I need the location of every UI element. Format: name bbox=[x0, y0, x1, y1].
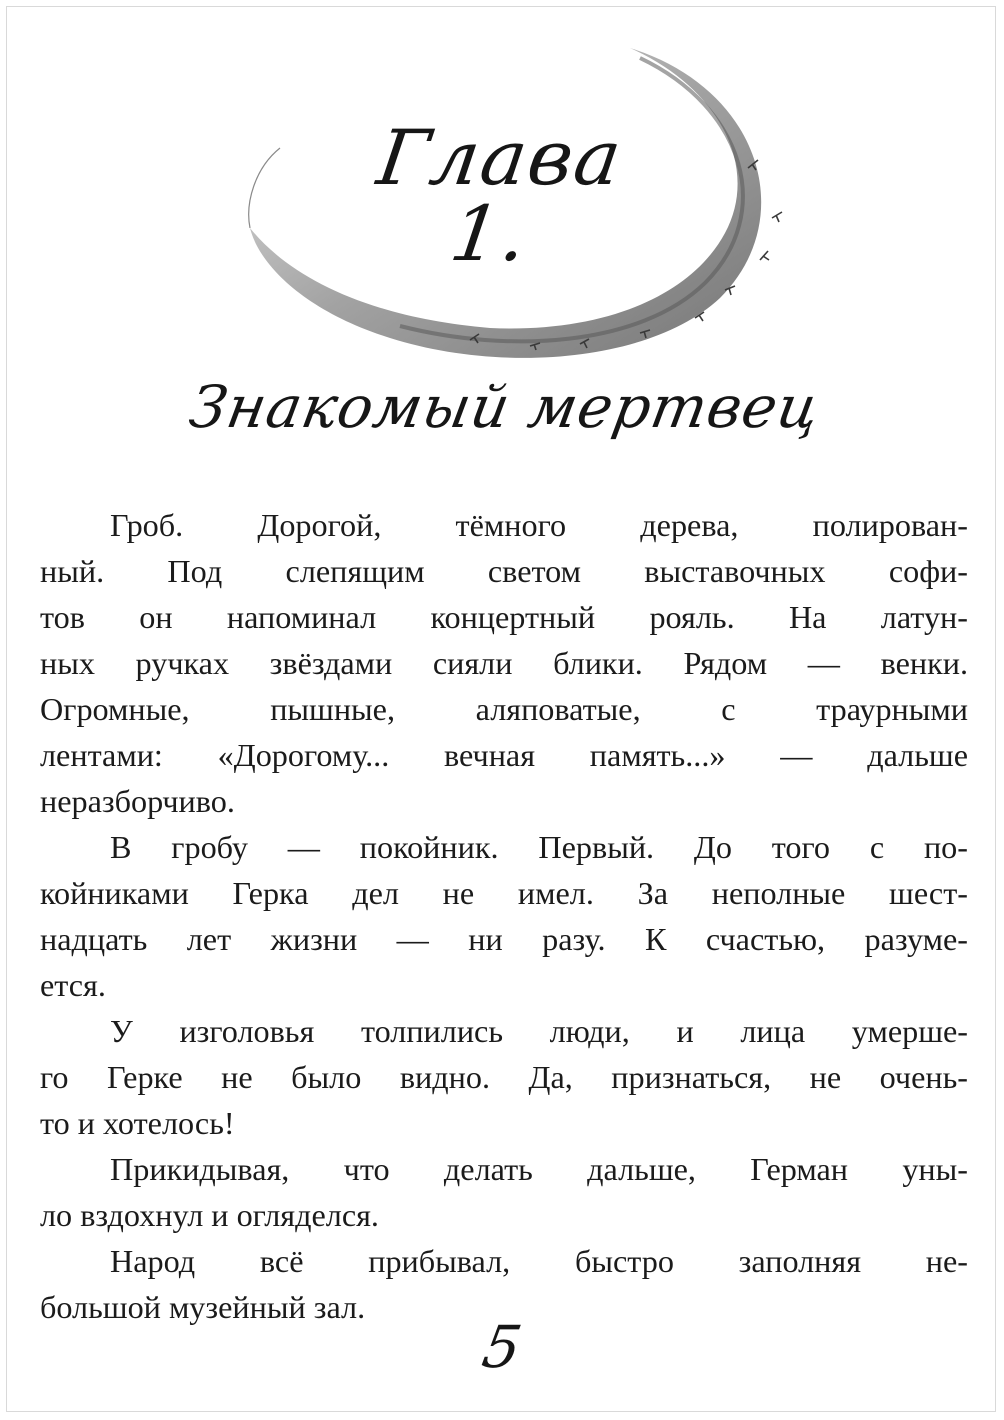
text-line: большой музейный зал. bbox=[40, 1289, 366, 1325]
text-line: У изголовья толпились люди, и лица умерше- bbox=[110, 1013, 968, 1049]
paragraph bbox=[40, 502, 968, 824]
text-line: ный. Под слепящим светом выставочных софи- bbox=[40, 553, 968, 589]
crescent-tail bbox=[249, 148, 280, 228]
text-line: Гроб. Дорогой, тёмного дерева, полирован- bbox=[110, 507, 968, 543]
chapter-label: Глава 1. bbox=[372, 113, 629, 278]
text-line: лентами: «Дорогому... вечная память...» — дальше bbox=[40, 737, 968, 773]
chapter-title: Знакомый мертвец bbox=[184, 373, 826, 441]
page-number: 5 bbox=[477, 1313, 527, 1381]
text-line: Прикидывая, что делать дальше, Герман уны- bbox=[110, 1151, 968, 1187]
body-text bbox=[40, 502, 968, 1330]
text-line: ется. bbox=[40, 967, 106, 1003]
text-line: койниками Герка дел не имел. За неполные шест- bbox=[40, 875, 968, 911]
text-line: ло вздохнул и огляделся. bbox=[40, 1197, 379, 1233]
paragraph bbox=[40, 1146, 968, 1238]
paragraph bbox=[40, 824, 968, 1008]
text-line: то и хотелось! bbox=[40, 1105, 235, 1141]
text-line: неразборчиво. bbox=[40, 783, 235, 819]
text-line: Народ всё прибывал, быстро заполняя не- bbox=[110, 1243, 968, 1279]
text-line: ных ручках звёздами сияли блики. Рядом — венки. bbox=[40, 645, 968, 681]
text-line: Огромные, пышные, аляповатые, с траурными bbox=[40, 691, 968, 727]
text-line: тов он напоминал концертный рояль. На латун- bbox=[40, 599, 968, 635]
text-line: го Герке не было видно. Да, признаться, не очень- bbox=[40, 1059, 968, 1095]
paragraph bbox=[40, 1008, 968, 1146]
text-line: В гробу — покойник. Первый. До того с по- bbox=[110, 829, 968, 865]
text-line: надцать лет жизни — ни разу. К счастью, разуме- bbox=[40, 921, 968, 957]
